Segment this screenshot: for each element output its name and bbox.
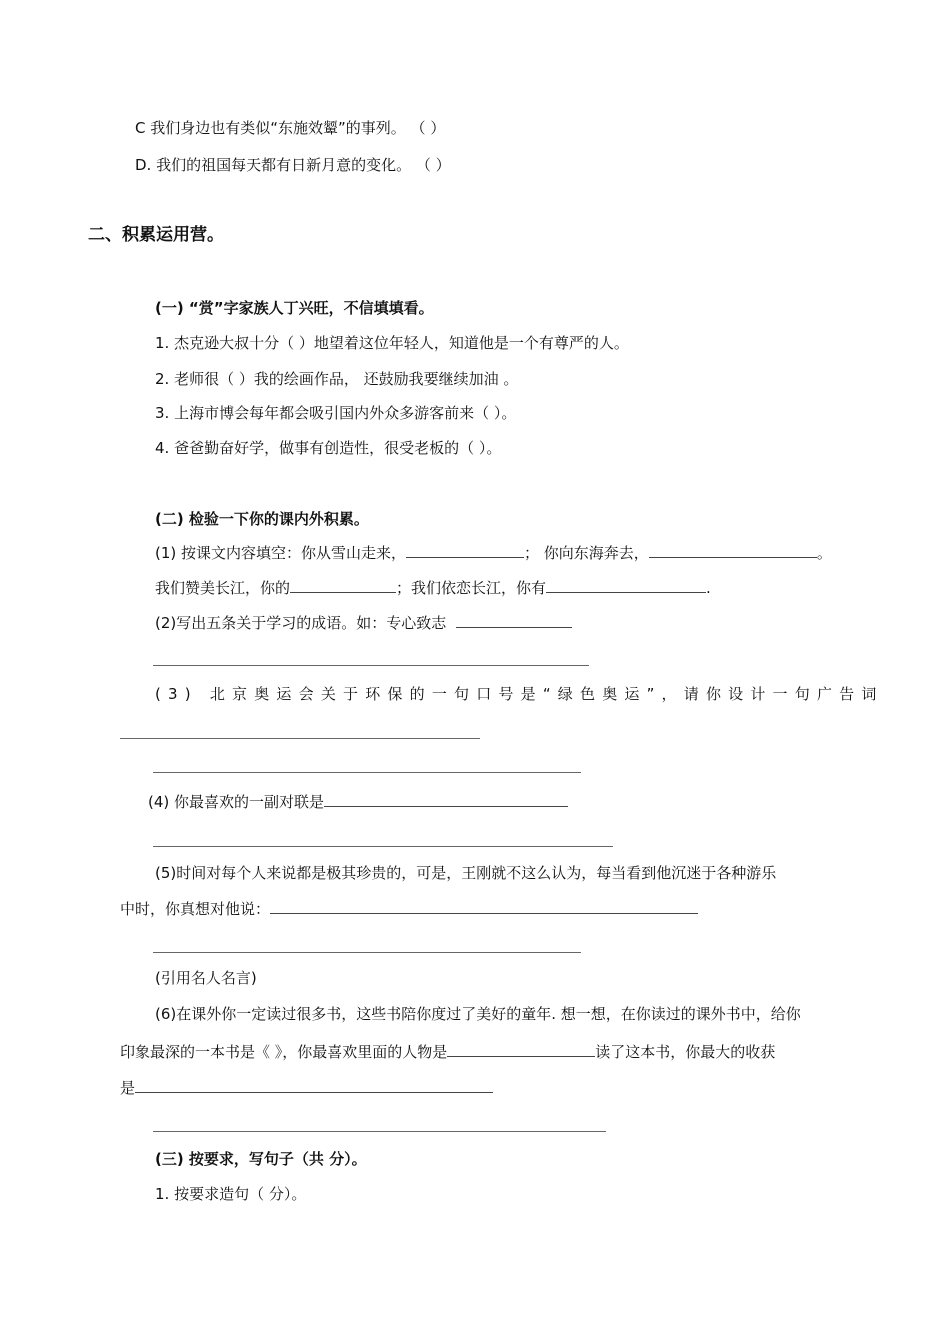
part1-title: (一) “赏”字家族人丁兴旺，不信填填看。 [155,299,434,317]
part3-title: (三) 按要求，写句子（共 分）。 [155,1150,367,1168]
q6-text-c: 读了这本书，你最大的收获 [595,1043,776,1061]
q4-text: (4) 你最喜欢的一副对联是 [148,793,325,811]
answer-line[interactable] [153,846,613,847]
answer-blank[interactable] [135,1078,493,1093]
part3-q1: 1. 按要求造句（ 分）。 [155,1185,307,1203]
part2-q4 [148,792,568,812]
answer-line[interactable] [120,738,480,739]
answer-blank[interactable] [270,899,698,914]
part2-q5-note: (引用名人名言) [155,969,257,987]
answer-line[interactable] [153,665,589,666]
part1-q3: 3. 上海市博会每年都会吸引国内外众多游客前来（ ）。 [155,404,517,422]
q2-text: (2)写出五条关于学习的成语。如：专心致志 [155,614,447,632]
part2-q2 [155,613,572,633]
q6-text-b: 印象最深的一本书是《 》，你最喜欢里面的人物是 [120,1043,448,1061]
part2-q6-line3 [120,1078,493,1098]
answer-blank[interactable] [456,613,572,628]
answer-blank[interactable] [546,578,706,593]
part2-q1-line2 [155,578,711,598]
part2-q3: (3) 北京奥运会关于环保的一句口号是“绿色奥运”，请你设计一句广告词 [155,685,884,703]
part2-q6-line2 [120,1042,775,1062]
q1-text-b: ； 你向东海奔去， [524,544,649,562]
part1-q2: 2. 老师很（ ）我的绘画作品， 还鼓励我要继续加油 。 [155,370,519,388]
part1-q1: 1. 杰克逊大叔十分（ ）地望着这位年轻人，知道他是一个有尊严的人。 [155,334,629,352]
q1-text-e: ；我们依恋长江，你有 [396,579,547,597]
answer-blank[interactable] [649,543,817,558]
part2-title: (二) 检验一下你的课内外积累。 [155,510,369,528]
section-heading: 二、积累运用营。 [88,225,224,245]
answer-blank[interactable] [447,1042,595,1057]
answer-line[interactable] [153,1131,606,1132]
answer-blank[interactable] [324,792,568,807]
part2-q1-line1 [155,543,832,563]
q5-text: 中时，你真想对他说： [120,900,271,918]
answer-blank[interactable] [290,578,396,593]
answer-line[interactable] [153,952,581,953]
answer-line[interactable] [153,772,581,773]
q1-text-f: . [706,579,711,597]
part2-q5-line2 [120,899,698,919]
item-c: C 我们身边也有类似“东施效颦”的事列。 （ ） [135,119,446,137]
q6-text-d: 是 [120,1079,136,1097]
q1-text-c: 。 [816,544,832,562]
part2-q5-line1: (5)时间对每个人来说都是极其珍贵的，可是，王刚就不这么认为，每当看到他沉迷于各种游乐 [155,864,777,882]
item-d: D. 我们的祖国每天都有日新月意的变化。 （ ） [135,156,451,174]
part2-q6-line1: (6)在课外你一定读过很多书，这些书陪你度过了美好的童年. 想一想，在你读过的课外书中，给你 [155,1005,801,1023]
answer-blank[interactable] [406,543,524,558]
q1-text-a: (1) 按课文内容填空：你从雪山走来， [155,544,407,562]
part1-q4: 4. 爸爸勤奋好学，做事有创造性，很受老板的（ ）。 [155,439,502,457]
q1-text-d: 我们赞美长江，你的 [155,579,291,597]
